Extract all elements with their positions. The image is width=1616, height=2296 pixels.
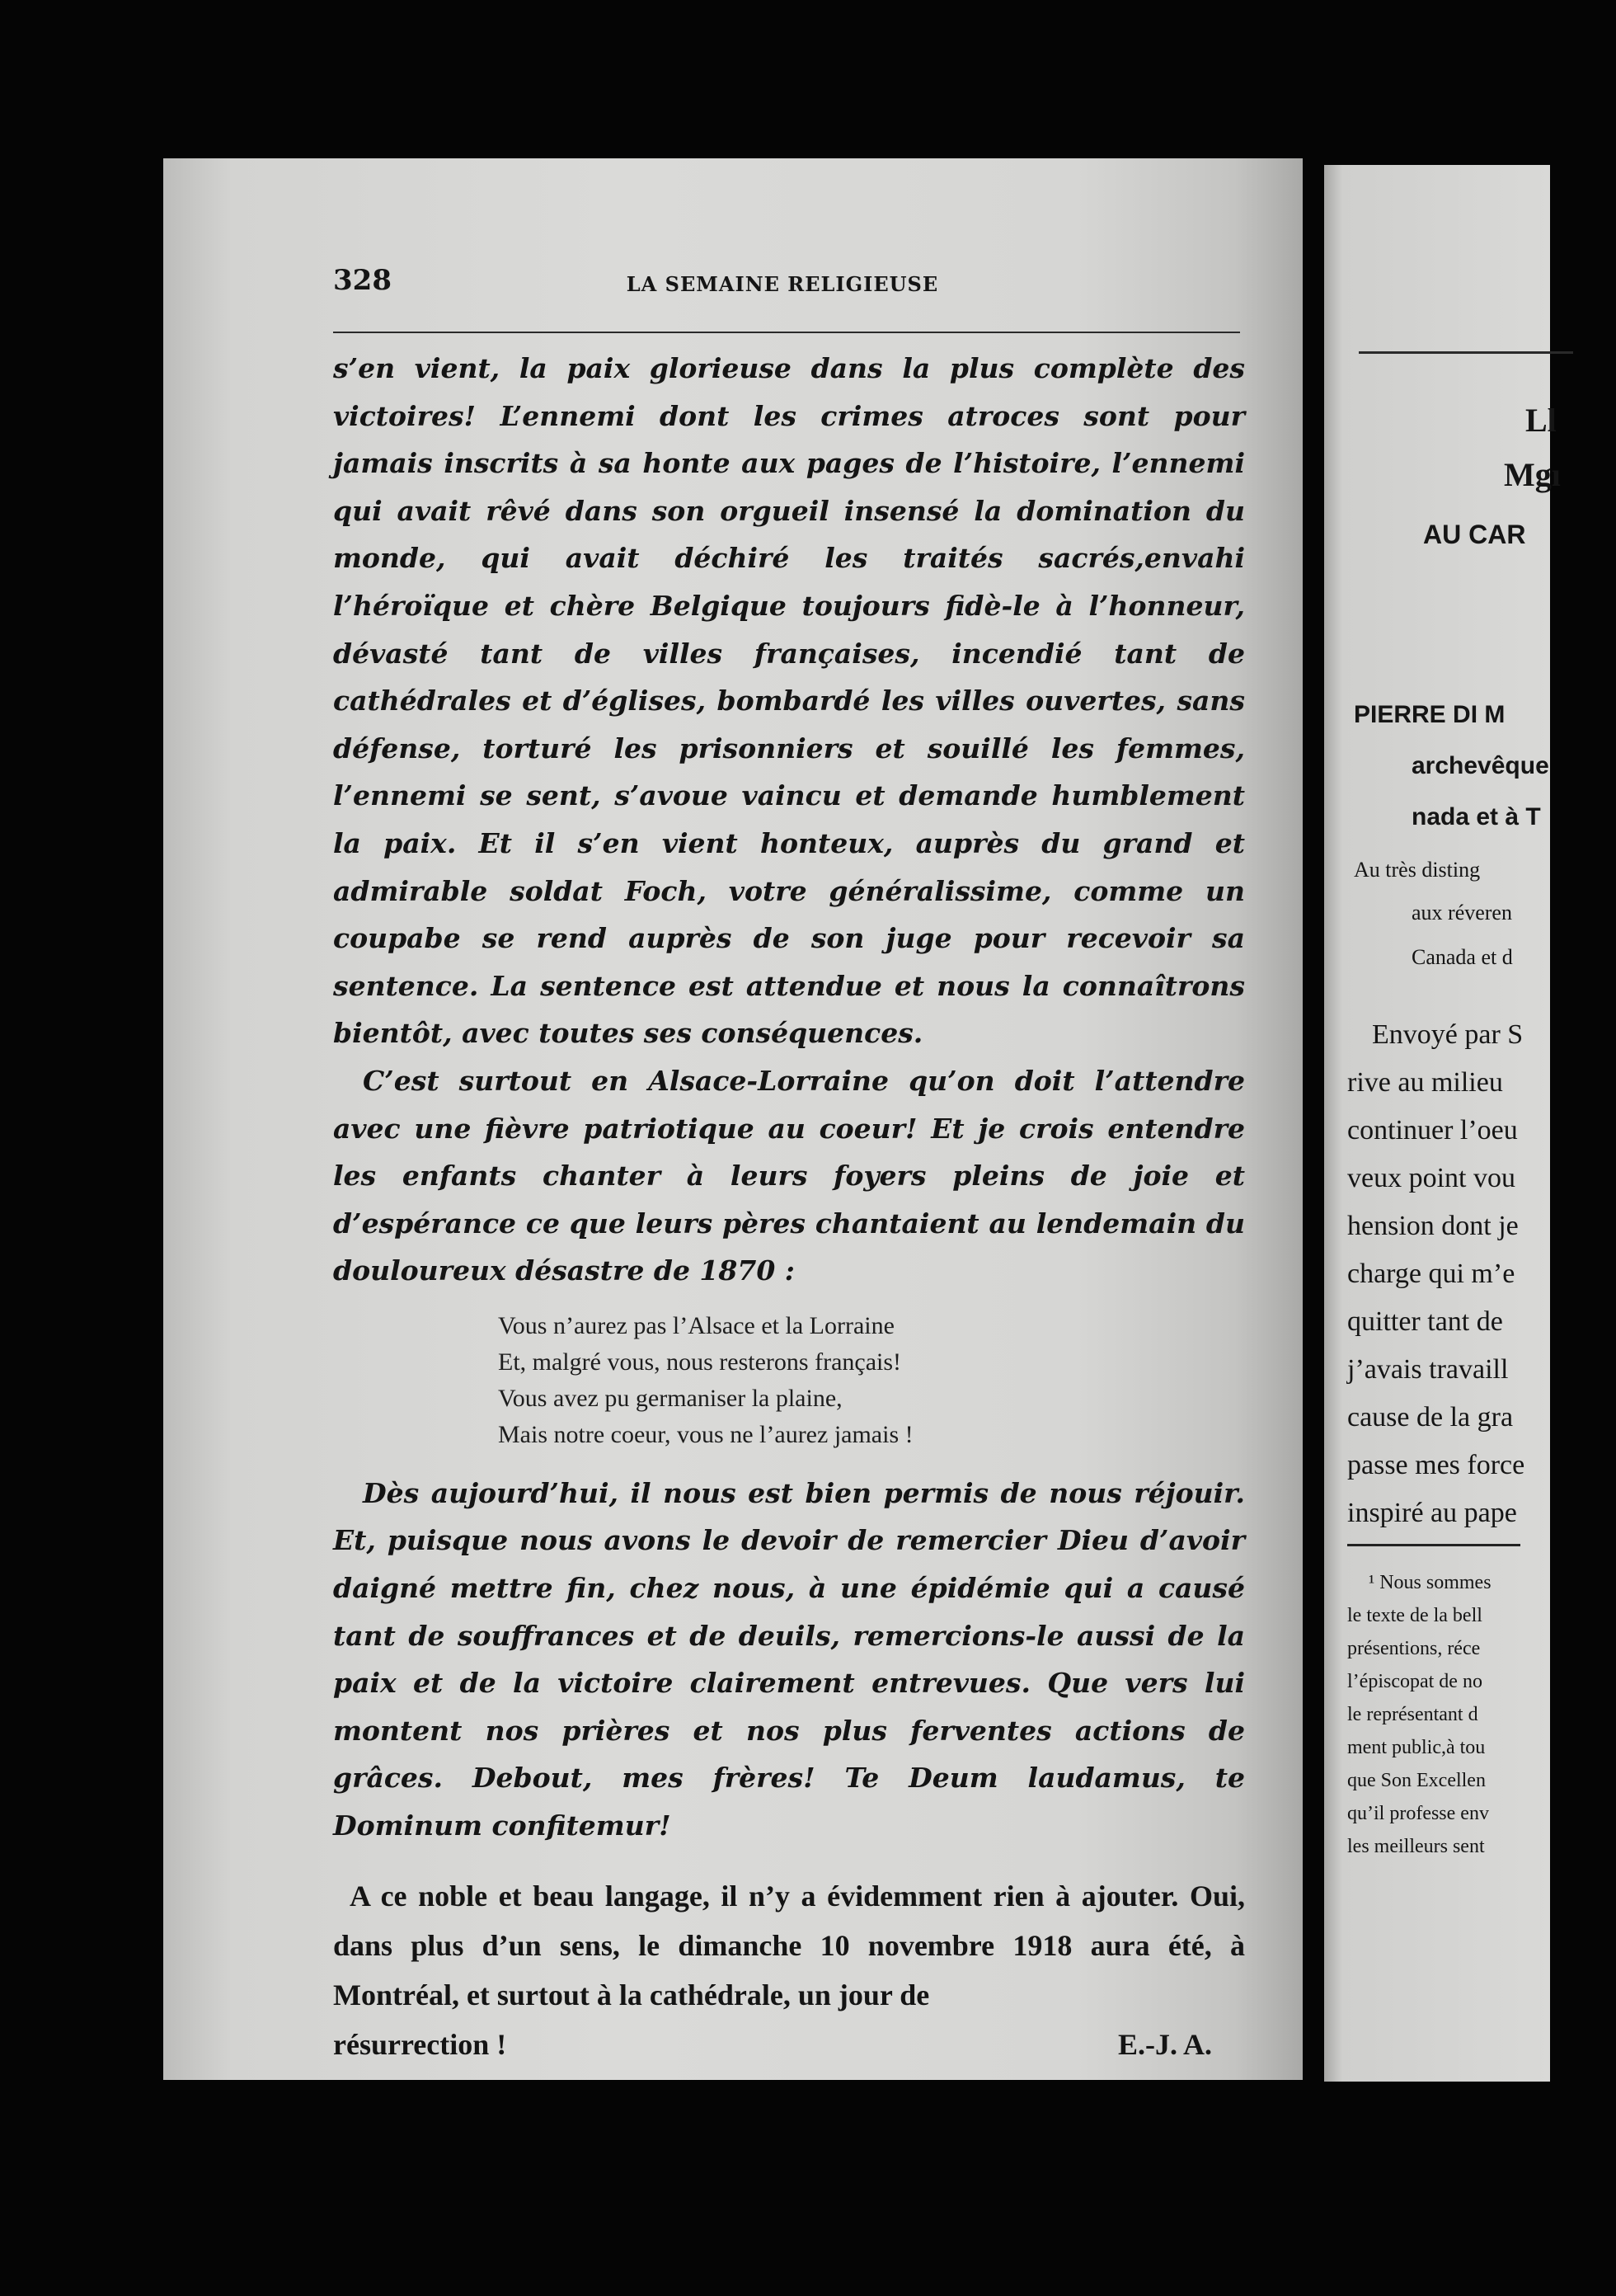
facing-page [1324, 165, 1561, 2082]
footnote-line: que Son Excellen [1347, 1770, 1486, 1791]
facing-line: charge qui m’e [1347, 1259, 1515, 1289]
paragraph-1: s’en vient, la paix glorieuse dans la plus complète des victoires! L’ennemi dont les crimes atroces sont pour jamais ins⁠crits à sa honte aux pages de l’histoire, l’ennemi qui avait rêvé dans son orgueil insensé la domination du monde, qui avait déchiré les traités sacrés,envahi l’héroïque et chère Belgique toujours fidè-le à l’honneur, dévasté tant de villes françaises, incendié tant de cathédrales et d’églises, bombardé les villes ouvertes, sans défense, torturé les prisonniers et souillé les femmes, l’ennemi se sent, s’avoue vaincu et demande humblement la paix. Et il s’en vient honteux, auprès du grand et admirable soldat Foch, votre généralissime, comme un coupabe se rend auprès de son juge pour recevoir sa sentence. La sentence est attendue et nous la connaîtrons bientôt, avec toutes ses conséquences. [333, 352, 1245, 1050]
signature: E.-J. A. [1117, 2027, 1212, 2061]
page-number: 328 [333, 264, 392, 297]
facing-line: AU CAR [1423, 520, 1526, 549]
footnote-line: l’épiscopat de no [1347, 1671, 1482, 1692]
facing-line: Ll [1525, 402, 1557, 439]
left-page [163, 158, 1303, 2080]
closing-word: résurrection ! [333, 2027, 507, 2061]
facing-line: rive au milieu [1347, 1067, 1503, 1098]
verse-line: Mais notre coeur, vous ne l’aurez jamais ! [498, 1420, 914, 1448]
facing-line: veux point vou [1347, 1163, 1515, 1193]
verse-line: Et, malgré vous, nous resterons français! [498, 1348, 902, 1376]
footnote-line: présentions, réce [1347, 1638, 1481, 1659]
facing-line: hension dont je [1347, 1211, 1519, 1241]
facing-line: Mgı [1504, 456, 1561, 493]
facing-line: passe mes force [1347, 1450, 1525, 1480]
facing-line: Canada et d [1412, 945, 1513, 969]
closing-line [333, 2020, 1245, 2069]
facing-line: continuer l’oeu [1347, 1115, 1518, 1146]
footnote-line: les meilleurs sent [1347, 1836, 1485, 1857]
page-header [333, 264, 1232, 313]
footnote-line: le représentant d [1347, 1704, 1478, 1725]
facing-line: inspiré au pape [1347, 1498, 1517, 1528]
facing-line: Envoyé par S [1372, 1019, 1524, 1050]
verse-line: Vous n’aurez pas l’Alsace et la Lorraine [498, 1311, 895, 1339]
header-rule [333, 332, 1240, 333]
facing-header-rule [1359, 351, 1573, 354]
verse-line: Vous avez pu germaniser la plaine, [498, 1384, 843, 1412]
footnote-rule [1347, 1544, 1520, 1546]
footnote-line: qu’il professe env [1347, 1803, 1489, 1824]
facing-line: nada et à T [1412, 803, 1541, 830]
facing-line: Au très disting [1354, 858, 1481, 882]
running-head: LA SEMAINE RELIGIEUSE [626, 272, 939, 296]
paragraph-2: C’est surtout en Alsace-Lorraine qu’on doit l’attendre avec une fièvre patriotique au coeur! Et je crois entendre les enfants chanter à leurs foyers pleins de joie et d’espérance ce que leurs pères chantaient au lendemain du douloureux désastre de 1870 : [333, 1064, 1245, 1287]
facing-line: j’avais travaill [1347, 1354, 1509, 1385]
page-body [333, 345, 1245, 2069]
footnote-line: le texte de la bell [1347, 1605, 1482, 1626]
footnote-line: ¹ Nous sommes [1369, 1572, 1492, 1593]
footnote-line: ment public,à tou [1347, 1737, 1486, 1758]
paragraph-4: A ce noble et beau langage, il n’y a évidemment rien à ajouter. Oui, dans plus d’un sens, le dimanche 10 novembre 1918 aura été, à Montréal, et surtout à la cathédrale, un jour de [333, 1879, 1245, 2011]
facing-line: PIERRE DI M [1354, 701, 1506, 728]
paragraph-3: Dès aujourd’hui, il nous est bien permis de nous réjouir. Et, puisque nous avons le devoir de remercier Dieu d’avoir daigné mettre fin, chez nous, à une épidémie qui a causé tant de souffrances et de deuils, remercions-le aussi de la paix et de la victoire clairement entrevues. Que vers lui montent nos prières et nos plus ferventes actions de grâces. Debout, mes frères! Te Deum laudamus, te Dominum confitemur! [333, 1476, 1245, 1842]
facing-line: cause de la gra [1347, 1402, 1514, 1433]
facing-line: aux réveren [1412, 901, 1512, 925]
facing-line: quitter tant de [1347, 1306, 1503, 1337]
verse-block [498, 1308, 1245, 1453]
facing-line: archevêque [1412, 752, 1549, 779]
